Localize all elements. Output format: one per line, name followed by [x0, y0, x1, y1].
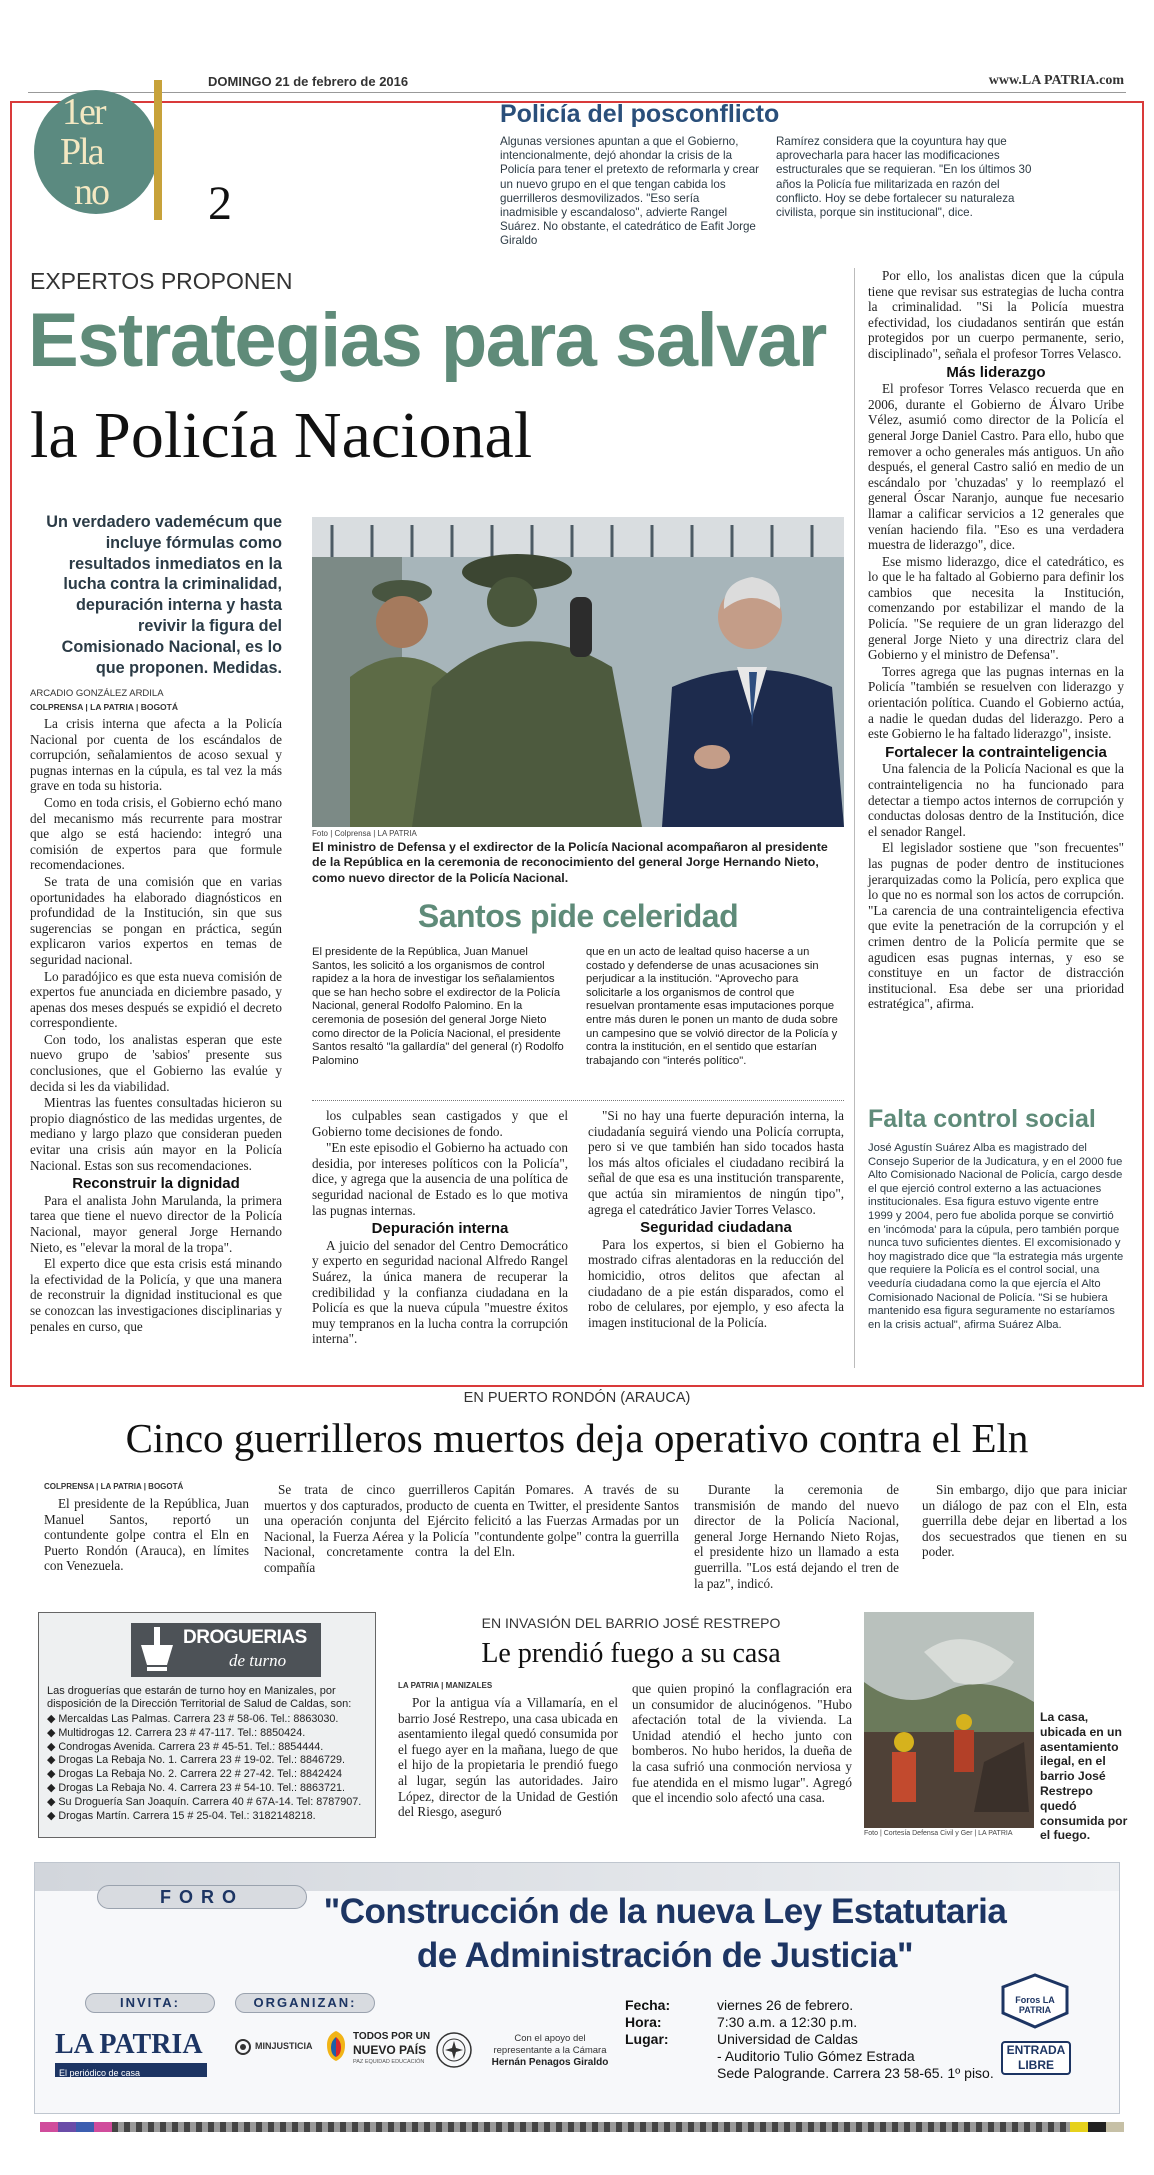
story2-text: Sin embargo, dijo que para iniciar un diálogo de paz con el Eln, esta guerrilla debe dejar en libertad a los dos secuestrados que tienen en su poder. — [922, 1482, 1127, 1560]
invita-label: INVITA: — [120, 1995, 180, 2010]
photo-credit: Foto | Colprensa | LA PATRIA — [312, 829, 417, 838]
list-item: ◆ Multidrogas 12. Carrera 23 # 47-117. Tel.: 8850424. — [47, 1726, 306, 1739]
nuevo-pais-1: TODOS POR UN — [353, 2031, 431, 2042]
col1-para: El experto dice que esta crisis está minando la efectividad de la Policía, y que una manera de reconstruir la dignidad institucional es que se conozcan las investigaciones disciplinarias y penales en curso, que — [30, 1256, 282, 1334]
story3-kicker: EN INVASIÓN DEL BARRIO JOSÉ RESTREPO — [481, 1615, 781, 1631]
story3-headline: Le prendió fuego a su casa — [481, 1638, 781, 1669]
story2-col-1 — [44, 1496, 249, 1575]
event-details — [625, 1997, 994, 2082]
hora-label: Hora: — [625, 2014, 662, 2030]
box-divider — [312, 1100, 844, 1101]
main-col-4 — [868, 268, 1124, 1013]
box-col-1: El presidente de la República, Juan Manuel Santos, les solicitó a los organismos de control rapidez a la hora de investigar los señalamientos que se han hecho sobre el exdirector de la Policía Nacional, general Rodolfo Palomino. En la ceremonia de posesión del general Jorge Nieto como director de la Policía Nacional, el presidente Santos resaltó "la gallardía" del general (r) Rodolfo Palomino — [312, 946, 564, 1067]
col2-para: "En este episodio el Gobierno ha actuado con desidia, por intereses políticos con la Policía", dice, y agrega que la ausencia de una política de seguridad nacional de Estado es lo que motiva las pugnas internas. — [312, 1140, 568, 1218]
header-rule — [28, 92, 1126, 93]
col3-para: "Si no hay una fuerte depuración interna, la ciudadanía seguirá viendo una Policía corrupta, pero si ve que también han sido tocados hasta los más altos oficiales el ciudadano recibirá la señal de que esa es una institución transparente, que actúa sin miramientos de ningún tipo", agrega el catedrático Javier Torres Velasco. — [588, 1108, 844, 1217]
section-logo — [34, 80, 164, 220]
invita-pill — [85, 1993, 215, 2013]
col1-para: Para el analista John Marulanda, la primera tarea que tiene el nuevo director de la Policía Nacional, mayor general Jorge Hernando Nieto, es "elevar la moral de la tropa". — [30, 1192, 282, 1255]
issue-date: DOMINGO 21 de febrero de 2016 — [208, 74, 409, 89]
lugar-value-2: - Auditorio Tulio Gómez Estrada — [717, 2048, 915, 2064]
main-col-3 — [588, 1108, 844, 1331]
photo-illustration — [312, 517, 844, 827]
foros-badge-label: Foros LA PATRIA — [1015, 1995, 1055, 2015]
sidebar-col-1: Algunas versiones apuntan a que el Gobierno, intencionalmente, dejó ahondar la crisis de la Policía para tener el pretexto de reformarla y crear un nuevo grupo en el que tengan cabida los guerrilleros desmovilizados. "Eso sería inadmisible y escandaloso", advierte Rangel Suárez. No obstante, el catedrático de Eafit Jorge Giraldo — [500, 135, 760, 248]
university-seal-icon — [435, 2031, 473, 2069]
list-item: ◆ Drogas La Rebaja No. 2. Carrera 22 # 27-42. Tel.: 8842424 — [47, 1768, 343, 1781]
entrada-label-1: ENTRADA — [1006, 2043, 1066, 2057]
list-item: ◆ Drogas La Rebaja No. 1. Carrera 23 # 19-02. Tel.: 8846729. — [47, 1754, 346, 1767]
col1-para: Con todo, los analistas esperan que este nuevo grupo de 'sabios' presente sus conclusiones, que el Gobierno las evalúe y decida si les da viabilidad. — [30, 1031, 282, 1094]
pharmacy-title: DROGUERIAS — [183, 1627, 307, 1648]
col4-para: El profesor Torres Velasco recuerda que en 2006, durante el Gobierno de Álvaro Uribe Vélez, asumió como director de la Policía el general Jorge Daniel Castro. Para ello, hubo que remover a ocho generales más antiguos. Un año después, el general Castro salió en medio de un escándalo por 'chuzadas' y lo reemplazó el general Óscar Naranjo, aunque fue necesario llamar a calificar servicios a 12 generales que venían haciendo fila. "Eso es una verdadera muestra de liderazgo", dice. — [868, 381, 1124, 553]
column-rule — [854, 268, 855, 1368]
list-item: ◆ Mercaldas Las Palmas. Carrera 23 # 58-06. Tel.: 8863030. — [47, 1713, 339, 1725]
photo-caption: El ministro de Defensa y el exdirector de la Policía Nacional acompañaron al presidente de la República en la ceremonia de reconocimiento del general Jorge Hernando Nieto, como nuevo director de la Policía Nacional. — [312, 840, 828, 885]
logo-text-2: Pla — [60, 131, 103, 173]
dateline: COLPRENSA | LA PATRIA | BOGOTÁ — [30, 702, 178, 712]
fire-caption: La casa, ubicada en un asentamiento ilegal, en el barrio José Restrepo quedó consumida por el fuego. — [1040, 1710, 1128, 1843]
nuevo-pais-3: PAZ EQUIDAD EDUCACIÓN — [353, 2059, 425, 2065]
page-number: 2 — [208, 177, 232, 230]
apoyo-2: representante a la Cámara — [493, 2045, 607, 2056]
apoyo-1: Con el apoyo del — [514, 2033, 586, 2044]
main-photo — [312, 517, 844, 827]
entrada-label-2: LIBRE — [1018, 2058, 1054, 2072]
subhead-contrainteligencia: Fortalecer la contrainteligencia — [885, 743, 1107, 761]
la-patria-bar — [55, 2063, 207, 2077]
col4-para: El legislador sostiene que "son frecuentes" las pugnas de poder dentro de instituciones jerarquizadas como la Policía, pero explica que lo que no es normal son los actos de corrupción. "La carencia de una contrainteligencia efectiva que evite la penetración de la corrupción y el crimen dentro de la Policía permite que se agudicen esas pugnas internas, y eso se constituye en un factor de distracción institucional. Esa debe ser una prioridad estratégica", afirma. — [868, 840, 1124, 1012]
col4-para: Torres agrega que las pugnas internas en la Policía "también se resuelven con liderazgo y orientación política. Cuando el Gobierno actúa, a nadie le quedan dudas del liderazgo. Pero a este Gobierno le ha faltado liderazgo", insiste. — [868, 663, 1124, 742]
diamond-icon: ◆ — [47, 1754, 59, 1767]
website-url: www.LA PATRIA.com — [988, 73, 1124, 88]
list-item: ◆ Su Droguería San Joaquín. Carrera 40 # 67A-14. Tel: 8787907. — [47, 1795, 362, 1808]
lugar-label: Lugar: — [625, 2031, 669, 2047]
diamond-icon: ◆ — [47, 1809, 59, 1822]
col2-para: los culpables sean castigados y que el Gobierno tome decisiones de fondo. — [312, 1108, 568, 1139]
diamond-icon: ◆ — [47, 1740, 59, 1753]
subhead-liderazgo: Más liderazgo — [946, 363, 1046, 381]
col1-para: La crisis interna que afecta a la Policía Nacional por cuenta de los escándalos de corrupción, señalamientos de acoso sexual y pugnas internas en la cúpula, es tal vez la más grave en toda su historia. — [30, 716, 282, 794]
headline-line-2: la Policía Nacional — [30, 399, 533, 472]
story2-text: El presidente de la República, Juan Manuel Santos, reportó un contundente golpe contra el Eln en Puerto Rondón (Arauca), en límites con Venezuela. — [44, 1496, 249, 1574]
fecha-value: viernes 26 de febrero. — [717, 1997, 854, 2013]
nuevo-pais-2: NUEVO PAÍS — [353, 2043, 427, 2057]
col1-para: Como en toda crisis, el Gobierno echó mano del mecanismo más recurrente para mostrar que algo se está haciendo: integró una comisión de expertos para que formule recomendaciones. — [30, 794, 282, 873]
falta-text: José Agustín Suárez Alba es magistrado del Consejo Superior de la Judicatura, y en el 2000 fue Alto Comisionado Nacional de Policía, cargo desde el que ejerció control externo a las actuaciones institucionales. Esa figura estuvo vigente entre 1999 y 2004, pero fue abolida porque se convirtió en 'incómoda' para la cúpula, pero también porque nunca tuvo suficientes dientes. El excomisionado y hoy magistrado dice que "la estrategia más urgente que requiere la Policía es el control social, una veeduría ciudadana como la que ejercía el Alto Comisionado Nacional de Policía. "Si se hubiera mantenido esa figura seguramente no estaríamos en la crisis actual", afirma Suárez Alba. — [868, 1142, 1124, 1331]
fecha-label: Fecha: — [625, 1997, 671, 2013]
col4-para: Una falencia de la Policía Nacional es que la contrainteligencia no ha funcionado para detectar a tiempo actos internos de corrupción y conductas dolosas dentro de la Institución, dice el senador Rangel. — [868, 761, 1124, 839]
story2-text: Capitán Pomares. A través de su cuenta en Twitter, el presidente Santos felicitó a las Fuerzas Armadas por un "contundente golpe" contra la guerrilla del Eln. — [474, 1482, 679, 1560]
mortar-icon — [137, 1627, 177, 1673]
story3-dateline: LA PATRIA | MANIZALES — [398, 1681, 493, 1690]
story2-col-4 — [694, 1482, 899, 1592]
story3-text: que quien propinó la conflagración era un consumidor de alucinógenos. "Hubo afectación total de la vivienda. La Unidad atendió el hecho junto con bomberos. No hubo heridos, la dueña de la casa sufrió una conmoción nerviosa y fue atendida en el mismo lugar". Agregó que el incendio solo afectó una casa. — [632, 1681, 852, 1806]
story2-kicker: EN PUERTO RONDÓN (ARAUCA) — [463, 1390, 691, 1406]
pharmacy-list — [47, 1713, 373, 1823]
kicker: EXPERTOS PROPONEN — [30, 268, 293, 294]
subhead-depuracion: Depuración interna — [371, 1220, 509, 1238]
sidebar-title: Policía del posconflicto — [500, 100, 780, 128]
print-color-bar — [40, 2122, 1124, 2132]
list-item: ◆ Drogas La Rebaja No. 4. Carrera 23 # 54-10. Tel.: 8863721. — [47, 1781, 346, 1794]
fire-photo-illustration — [864, 1612, 1034, 1828]
col4-para: Por ello, los analistas dicen que la cúpula tiene que revisar sus estrategias de lucha contra la criminalidad. "Si la Policía muestra efectividad, los ciudadanos sentirán que están protegidos por un cuerpo permanente, serio, disciplinado", señala el profesor Torres Velasco. — [868, 268, 1124, 361]
story2-headline: Cinco guerrilleros muertos deja operativo contra el Eln — [125, 1415, 1029, 1461]
box-col-2: que en un acto de lealtad quiso hacerse a un costado y defenderse de unas acusaciones sin perjudicar a la institución. "Aprovecho para solicitarle a los organismos de control que resuelvan prontamente esas imputaciones porque entre más duren le ponen un manto de duda sobre un campesino que se volvió director de la Policía y contra la institución, en el sentido que estarían trabajando con "interés político". — [586, 946, 838, 1067]
falta-title: Falta control social — [868, 1105, 1096, 1133]
ad-title-2: de Administración de Justicia" — [416, 1936, 914, 1975]
main-col-1 — [30, 716, 282, 1335]
diamond-icon: ◆ — [47, 1768, 59, 1781]
lugar-value: Universidad de Caldas — [717, 2031, 858, 2047]
nuevo-pais-icon — [323, 2029, 349, 2063]
deck: Un verdadero vademécum que incluye fórmulas como resultados inmediatos en la lucha contra la criminalidad, depuración interna y hasta revivir la figura del Comisionado Nacional, es lo que proponen. Medidas. — [46, 513, 282, 677]
pharmacy-subtitle: de turno — [229, 1651, 287, 1670]
story2-col-3 — [474, 1482, 679, 1561]
main-col-2 — [312, 1108, 568, 1348]
col2-para: A juicio del senador del Centro Democrático y experto en seguridad nacional Alfredo Rangel Suárez, la única manera de recuperar la credibilidad y la confianza ciudadana en la Policía es que la nueva cúpula "muestre éxitos muy tempranos en la lucha contra la corrupción interna". — [312, 1237, 568, 1347]
headline-line-1: Estrategias para salvar — [28, 298, 826, 383]
diamond-icon: ◆ — [47, 1795, 59, 1808]
entrada-libre-badge — [1001, 2041, 1071, 2075]
col1-para: Lo paradójico es que esta nueva comisión de expertos fue anunciada en diciembre pasado, y apenas dos meses después se expidió el decreto correspondiente. — [30, 968, 282, 1031]
logo-text-1: 1er — [62, 91, 105, 133]
story3-col-2 — [632, 1681, 852, 1807]
col1-para: Mientras las fuentes consultadas hicieron su propio diagnóstico de las medidas urgentes, de mediano y largo plazo que consideran pueden evitar una crisis aún mayor en la Policía Nacional. Estas son sus recomendaciones. — [30, 1095, 282, 1173]
la-patria-logo: LA PATRIA — [55, 2029, 203, 2060]
foro-label: FORO — [160, 1887, 244, 1907]
story2-dateline: COLPRENSA | LA PATRIA | BOGOTÁ — [44, 1482, 184, 1491]
apoyo-3: Hernán Penagos Giraldo — [491, 2057, 609, 2068]
subhead-reconstruir: Reconstruir la dignidad — [72, 1175, 240, 1193]
lugar-value-3: Sede Palogrande. Carrera 23 58-65. 1º piso. — [717, 2065, 994, 2081]
col1-para: Se trata de una comisión que en varias oportunidades ha elaborado diagnósticos en profundidad de la Institución, sin que sus sugerencias se pongan en práctica, según explicaron varios expertos en temas de seguridad nacional. — [30, 873, 282, 967]
diamond-icon: ◆ — [47, 1713, 59, 1725]
diamond-icon: ◆ — [47, 1781, 59, 1794]
list-item: ◆ Drogas Martín. Carrera 15 # 25-04. Tel.: 3182148218. — [47, 1809, 316, 1822]
list-item: ◆ Condrogas Avenida. Carrera 23 # 45-51. Tel.: 8854444. — [47, 1740, 324, 1753]
byline: ARCADIO GONZÁLEZ ARDILA — [30, 688, 164, 699]
pharmacy-box — [38, 1612, 376, 1838]
story3-text: Por la antigua vía a Villamaría, en el barrio José Restrepo, una casa ubicada en asentamiento ilegal quedó consumida por el fuego ayer en la mañana, luego de que el hijo de la propietaria le prendió fuego al lugar, según las autoridades. Jairo López, director de la Unidad de Gestión del Riesgo, aseguró — [398, 1695, 618, 1820]
sidebar-col-2: Ramírez considera que la coyuntura hay que aprovecharla para hacer las modificaciones estructurales que se requieran. "En los últimos 30 años la Policía fue militarizada en razón del conflicto. Hoy se debe fortalecer su naturaleza civilista, porque sin institucional", dice. — [776, 135, 1032, 220]
story2-col-2 — [264, 1482, 469, 1577]
col4-para: Ese mismo liderazgo, dice el catedrático, es lo que le ha faltado al Gobierno para definir los cambios que necesita la Institución, comenzando por estabilizar el mando de la Policía. "Se requiere de un gran liderazgo del general Jorge Nieto y una directriz clara del Gobierno y el ministro de Defensa". — [868, 553, 1124, 663]
story2-text: Se trata de cinco guerrilleros muertos y dos capturados, producto de una operación conjunta del Ejército Nacional, la Fuerza Aérea y la Policía Nacional, concretamente contra la compañía — [264, 1482, 469, 1575]
story2-col-5 — [922, 1482, 1127, 1561]
foro-ad — [34, 1862, 1120, 2114]
fire-photo-credit: Foto | Cortesía Defensa Civil y Ger | LA PATRIA — [864, 1830, 1013, 1837]
minjusticia-label: MINJUSTICIA — [255, 2041, 313, 2051]
box-title: Santos pide celeridad — [417, 898, 739, 934]
subhead-seguridad: Seguridad ciudadana — [640, 1219, 792, 1237]
logo-text-3: no — [74, 171, 108, 213]
diamond-icon: ◆ — [47, 1726, 59, 1739]
hora-value: 7:30 a.m. a 12:30 p.m. — [717, 2014, 858, 2030]
fire-photo — [864, 1612, 1034, 1828]
story2-text: Durante la ceremonia de transmisión de mando del nuevo director de la Policía Nacional, general Jorge Hernando Nieto Rojas, el presidente hizo un llamado a esta guerrilla. "Los está dejando el tren de la paz", indicó. — [694, 1482, 899, 1591]
la-patria-tagline: El periódico de casa — [59, 2068, 141, 2078]
story3-col-1 — [398, 1695, 618, 1821]
ad-title-1: "Construcción de la nueva Ley Estatutaria — [323, 1892, 1007, 1931]
minjusticia-icon — [235, 2039, 251, 2055]
col3-para: Para los expertos, si bien el Gobierno ha mostrado cifras alentadoras en la reducción del homicidio, otros delitos que afectan al ciudadano de a pie están disparados, como el robo de celulares, por ejemplo, y eso afecta la imagen institucional de la Policía. — [588, 1236, 844, 1330]
organizan-pill — [235, 1993, 375, 2013]
organizan-label: ORGANIZAN: — [253, 1995, 357, 2010]
pharmacy-intro: Las droguerías que estarán de turno hoy en Manizales, por disposición de la Dirección Territorial de Salud de Caldas, son: — [47, 1685, 352, 1710]
